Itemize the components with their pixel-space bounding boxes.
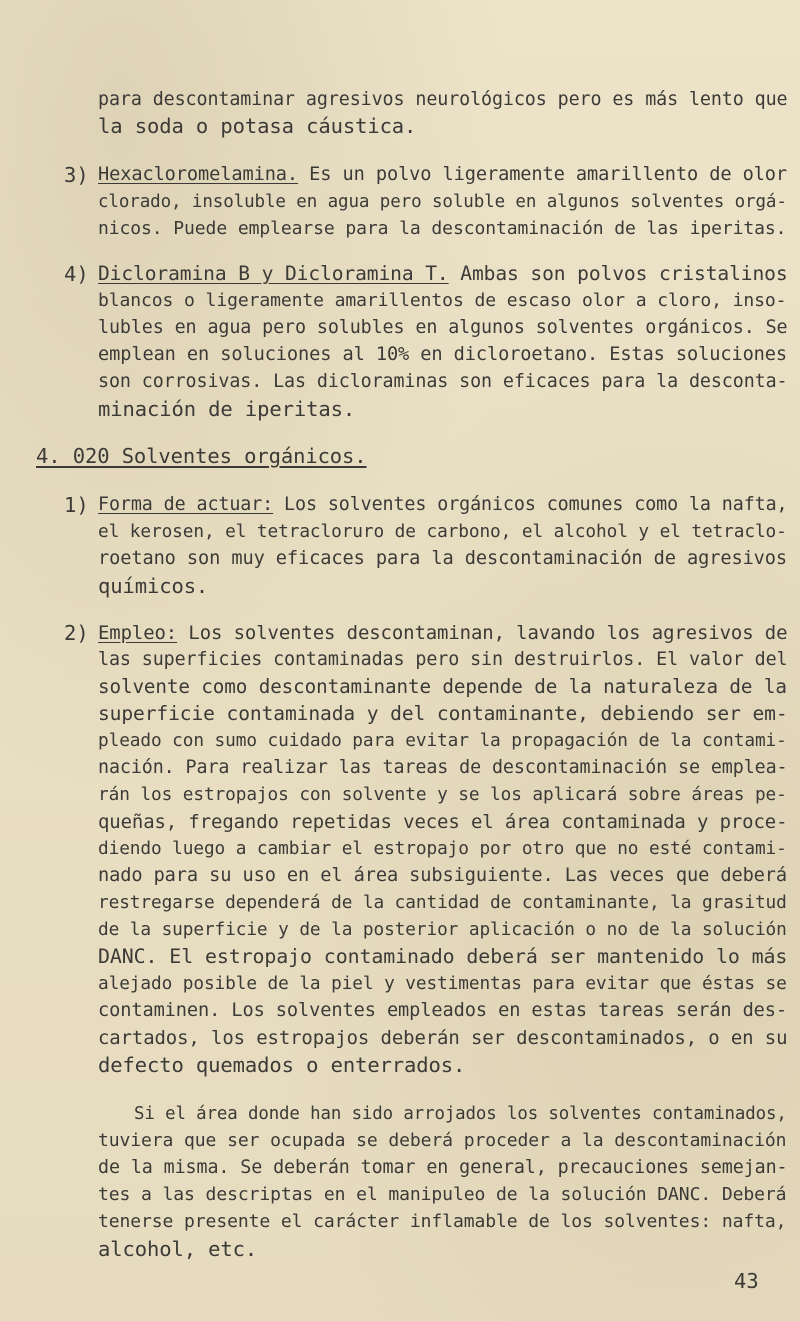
text-line: DANC. El estropajo contaminado deberá ser mantenido lo más	[98, 945, 788, 968]
text-line: nado para su uso en el área subsiguiente. Las veces que deberá	[98, 865, 788, 886]
item4-term: Dicloramina B y Dicloramina T.	[98, 262, 449, 285]
item3-term: Hexacloromelamina.	[98, 164, 299, 185]
text-line: tuviera que ser ocupada se deberá proceder a la descontaminación	[98, 1130, 787, 1151]
section-heading: 4. 020 Solventes orgánicos.	[36, 444, 367, 468]
text-line: Es un polvo ligeramente amarillento de olor	[298, 164, 788, 185]
text-line: rán los estropajos con solvente y se los aplicará sobre áreas pe-	[98, 785, 787, 805]
text-line: cartados, los estropajos deberán ser descontaminados, o en su	[98, 1027, 788, 1049]
text-line: Si el área donde han sido arrojados los solventes contaminados,	[134, 1104, 787, 1124]
text-line: pleado con sumo cuidado para evitar la propagación de la contami-	[98, 731, 787, 751]
text-line: de la misma. Se deberán tomar en general, precauciones semejan-	[98, 1157, 788, 1178]
text-line: tenerse presente el carácter inflamable de los solventes: nafta,	[98, 1211, 787, 1232]
text-line: las superficies contaminadas pero sin destruirlos. El valor del	[98, 649, 788, 670]
text-line: diendo luego a cambiar el estropajo por otro que no esté contami-	[98, 839, 787, 859]
text-line: alejado posible de la piel y vestimentas para evitar que éstas se	[98, 974, 787, 994]
text-line: minación de iperitas.	[98, 397, 356, 421]
text-line: nación. Para realizar las tareas de descontaminación se emplea-	[98, 757, 788, 778]
text-line: Ambas son polvos cristalinos	[448, 262, 788, 285]
text-line: roetano son muy eficaces para la descontaminación de agresivos	[98, 548, 788, 569]
text-line: la soda o potasa cáustica.	[98, 114, 417, 138]
text-line: de la superficie y de la posterior aplicación o no de la solución	[98, 920, 787, 940]
text-line: son corrosivas. Las dicloraminas son eficaces para la desconta-	[98, 371, 788, 392]
text-line: emplean en soluciones al 10% en dicloroetano. Estas soluciones	[98, 344, 788, 365]
text-line: superficie contaminada y del contaminante, debiendo ser em-	[98, 702, 788, 725]
text-line: contaminen. Los solventes empleados en estas tareas serán des-	[98, 1000, 788, 1021]
text-line: clorado, insoluble en agua pero soluble en algunos solventes orgá-	[98, 192, 787, 212]
sub1-term: Forma de actuar:	[98, 494, 274, 515]
text-line: lubles en agua pero solubles en algunos solventes orgánicos. Se	[98, 317, 788, 338]
text-line: defecto quemados o enterrados.	[98, 1053, 466, 1077]
text-line: queñas, fregando repetidas veces el área contaminada y proce-	[98, 811, 788, 833]
text-line: blancos o ligeramente amarillentos de escaso olor a cloro, inso-	[98, 290, 787, 311]
text-line: el kerosen, el tetracloruro de carbono, el alcohol y el tetraclo-	[98, 522, 787, 542]
item-number: 4)	[64, 262, 89, 286]
sub2-term: Empleo:	[98, 622, 178, 644]
text-line: restregarse dependerá de la cantidad de contaminante, la grasitud	[98, 893, 787, 913]
item-number: 3)	[64, 163, 89, 187]
text-line: Los solventes descontaminan, lavando los agresivos de	[177, 622, 788, 644]
sub2-first-line	[98, 620, 787, 646]
sub1-first-line	[98, 492, 787, 518]
text-line: químicos.	[98, 574, 209, 598]
item-number: 1)	[64, 493, 89, 517]
item3-first-line	[98, 162, 787, 188]
item-number: 2)	[64, 621, 89, 645]
text-line: solvente como descontaminante depende de la naturaleza de la	[98, 675, 787, 698]
text-line: Los solventes orgánicos comunes como la nafta,	[273, 494, 788, 515]
item4-first-line	[98, 261, 788, 287]
text-line: para descontaminar agresivos neurológicos pero es más lento que	[98, 89, 788, 110]
text-line: alcohol, etc.	[98, 1237, 258, 1261]
text-line: nicos. Puede emplearse para la descontaminación de las iperitas.	[98, 218, 787, 239]
page-number: 43	[734, 1269, 759, 1293]
text-line: tes a las descriptas en el manipuleo de la solución DANC. Deberá	[98, 1184, 787, 1205]
